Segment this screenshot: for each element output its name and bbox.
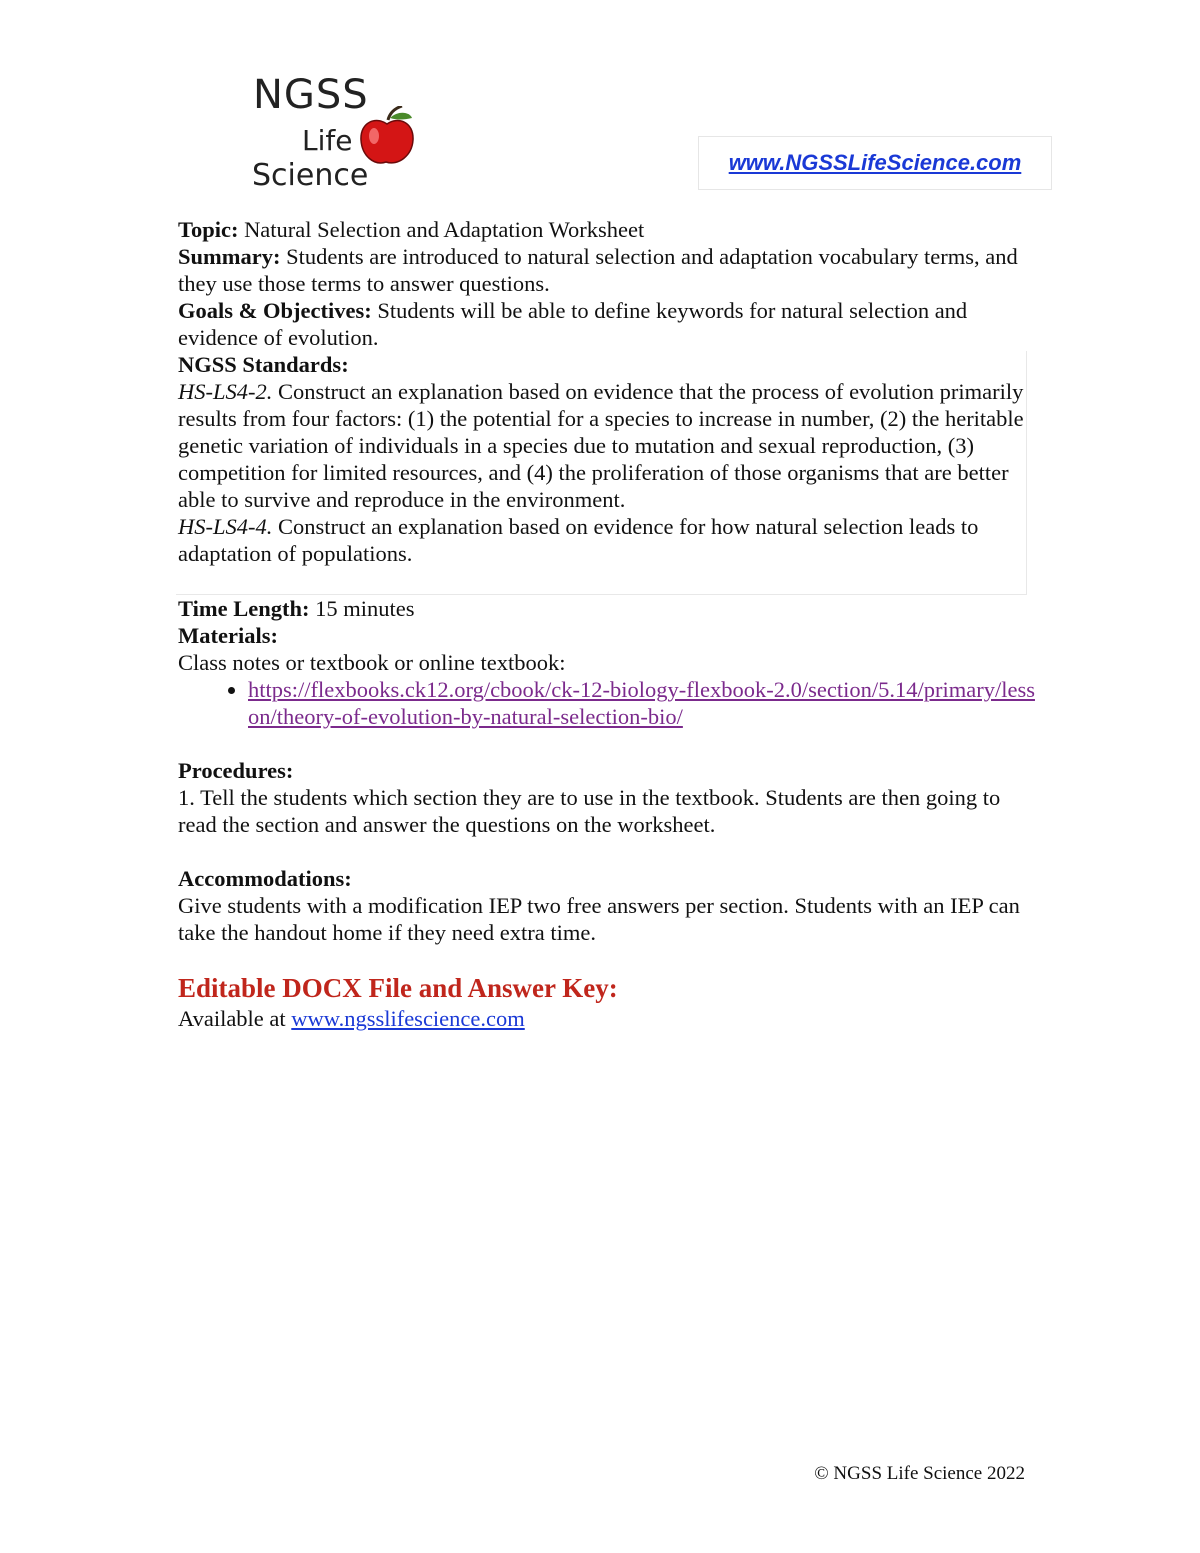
- standard-code-2: HS-LS4-4.: [178, 514, 273, 539]
- goals-paragraph: [178, 297, 1038, 351]
- summary-label: Summary:: [178, 244, 281, 269]
- topic-label: Topic:: [178, 217, 239, 242]
- editable-section: [178, 971, 1038, 1032]
- procedures-label: Procedures:: [178, 758, 294, 783]
- time-paragraph: [178, 595, 1038, 622]
- summary-paragraph: [178, 243, 1038, 297]
- standard-hs-ls4-2: [178, 378, 1026, 513]
- available-line: [178, 1005, 1038, 1032]
- standards-label: NGSS Standards:: [178, 352, 349, 377]
- summary-text: Students are introduced to natural selection and adaptation vocabulary terms, and they use those terms to answer questions.: [178, 244, 1018, 296]
- header-url-box: [698, 136, 1052, 190]
- editable-heading: Editable DOCX File and Answer Key:: [178, 973, 618, 1003]
- time-label: Time Length:: [178, 596, 310, 621]
- document-body: [178, 216, 1038, 1032]
- topic-paragraph: [178, 216, 1038, 243]
- standard-code-1: HS-LS4-2.: [178, 379, 273, 404]
- standards-heading: [178, 351, 1026, 378]
- standards-section: [176, 351, 1027, 595]
- materials-list: [178, 676, 1038, 730]
- standard-text-1: Construct an explanation based on evidence that the process of evolution primarily results from four factors: (1) the potential for a species to increase in number, (2) the heritable genetic variation of individuals in a species due to mutation and sexual reproduction, (3) competition for limited resources, and (4) the proliferation of those organisms that are better able to survive and reproduce in the environment.: [178, 379, 1024, 512]
- goals-label: Goals & Objectives:: [178, 298, 372, 323]
- goals-text: Students will be able to define keywords for natural selection and evidence of evolution.: [178, 298, 968, 350]
- materials-section: [178, 622, 1038, 730]
- materials-text: Class notes or textbook or online textbook:: [178, 650, 566, 675]
- topic-text: Natural Selection and Adaptation Worksheet: [238, 217, 645, 242]
- materials-label: Materials:: [178, 623, 278, 648]
- logo-text-ngss: NGSS: [253, 72, 369, 118]
- logo-text-life: Life: [302, 124, 353, 157]
- accommodations-section: [178, 865, 1038, 946]
- procedures-heading: [178, 757, 1038, 784]
- materials-heading: [178, 622, 1038, 649]
- standard-hs-ls4-4: [178, 513, 1026, 567]
- ngss-site-link[interactable]: www.ngsslifescience.com: [291, 1006, 525, 1031]
- textbook-link[interactable]: https://flexbooks.ck12.org/cbook/ck-12-biology-flexbook-2.0/section/5.14/primary/lesson/theory-of-evolution-by-natural-selection-bio/: [248, 677, 1035, 729]
- standard-text-2: Construct an explanation based on evidence for how natural selection leads to adaptation of populations.: [178, 514, 979, 566]
- logo-text-science: Science: [252, 158, 369, 193]
- list-item: [248, 676, 1038, 730]
- accommodations-text: Give students with a modification IEP two free answers per section. Students with an IEP can take the handout home if they need extra time.: [178, 893, 1020, 945]
- apple-icon: [358, 106, 416, 168]
- ngss-logo: [248, 72, 428, 202]
- procedures-text: 1. Tell the students which section they are to use in the textbook. Students are then going to read the section and answer the questions on the worksheet.: [178, 785, 1001, 837]
- footer-copyright: © NGSS Life Science 2022: [814, 1463, 1025, 1484]
- accommodations-label: Accommodations:: [178, 866, 352, 891]
- procedures-section: [178, 757, 1038, 838]
- header-url-link[interactable]: www.NGSSLifeScience.com: [728, 150, 1022, 175]
- accommodations-heading: [178, 865, 1038, 892]
- available-prefix: Available at: [178, 1006, 292, 1031]
- time-text: 15 minutes: [309, 596, 415, 621]
